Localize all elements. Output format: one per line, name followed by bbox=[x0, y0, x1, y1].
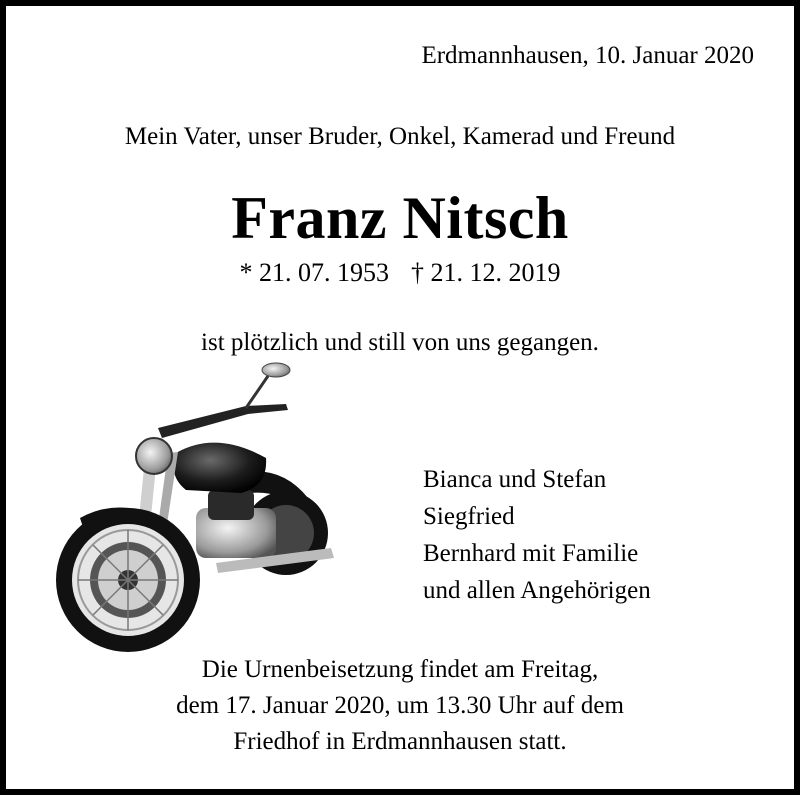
funeral-line: Friedhof in Erdmannhausen statt. bbox=[233, 728, 567, 755]
motorcycle-icon bbox=[46, 358, 346, 658]
funeral-line: dem 17. Januar 2020, um 13.30 Uhr auf dem bbox=[176, 692, 624, 719]
intro-line: Mein Vater, unser Bruder, Onkel, Kamerad und Freund bbox=[124, 123, 676, 150]
place-date: Erdmannhausen, 10. Januar 2020 bbox=[421, 42, 754, 69]
death-date: † 21. 12. 2019 bbox=[411, 258, 561, 287]
birth-date: * 21. 07. 1953 bbox=[239, 258, 389, 287]
passing-text: ist plötzlich und still von uns gegangen. bbox=[201, 329, 599, 356]
mourners-list bbox=[423, 461, 651, 609]
mourner-line: Bianca und Stefan bbox=[423, 466, 607, 493]
deceased-name: Franz Nitsch bbox=[231, 185, 569, 251]
mourner-line: Siegfried bbox=[423, 503, 515, 530]
mourner-line: und allen Angehörigen bbox=[423, 577, 651, 604]
funeral-info bbox=[6, 652, 794, 760]
funeral-line: Die Urnenbeisetzung findet am Freitag, bbox=[201, 656, 599, 683]
life-dates bbox=[6, 258, 794, 288]
mourner-line: Bernhard mit Familie bbox=[423, 540, 639, 567]
